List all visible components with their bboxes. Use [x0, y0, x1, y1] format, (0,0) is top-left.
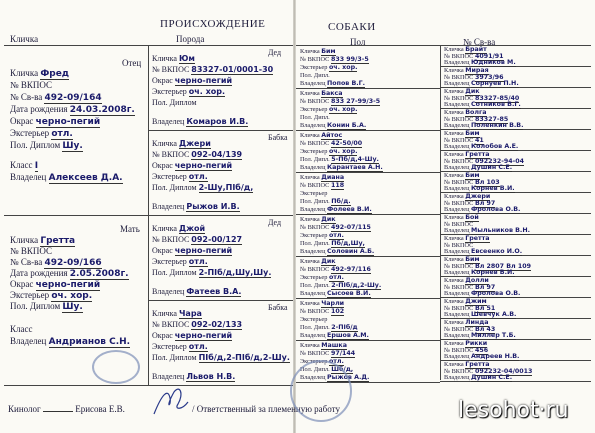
ggp-exterior-label: Экстерьер: [300, 64, 328, 71]
ggp-diploma-label: Пол. Дипл.: [300, 240, 330, 247]
ggp-vkpos: 102: [330, 308, 345, 315]
ggp-right-name: Линда: [465, 319, 489, 326]
grandparent-exterior: отл.: [188, 342, 208, 351]
ggp-right-owner: Корнев В.И.: [471, 269, 515, 276]
ggp-exterior-label: Экстерьер: [300, 148, 328, 155]
ggp-right-owner-label: Владелец: [444, 143, 470, 150]
ggp-right-vkpos: 41: [474, 136, 484, 144]
ggp-owner-label: Владелец: [300, 122, 326, 129]
grandparent-vkpos: 83327-01/0001-30: [191, 65, 274, 74]
ggp-owner-label: Владелец: [300, 374, 326, 381]
ggp-right-name-label: Кличка: [444, 67, 464, 74]
ggp-vkpos-label: № ВКПОС: [300, 266, 330, 273]
ggp-owner: Попов В.Г.: [327, 80, 366, 87]
ggp-vkpos-label: № ВКПОС: [300, 98, 330, 105]
ggp-vkpos: 833 27-99/3-5: [330, 98, 381, 105]
sire-owner-label: Владелец: [10, 172, 47, 182]
ggp-right-owner: Фролова О.В.: [471, 290, 521, 297]
dam-name: Гретта: [40, 236, 76, 246]
ggp-right-vkpos: 092232-04/0013: [474, 367, 533, 375]
ggp-right-owner-label: Владелец: [444, 101, 470, 108]
ggp-owner-label: Владелец: [300, 206, 326, 213]
grandparent-vkpos: 092-04/139: [191, 150, 243, 159]
grandparent-owner: Львов Н.В.: [186, 372, 236, 381]
ggp-right-vkpos: 83327-85/40: [474, 94, 520, 102]
ggp-right-vkpos-label: № ВКПОС: [444, 52, 474, 60]
ggp-right-vkpos: Вл 43: [474, 325, 496, 333]
ggp-exterior-label: Экстерьер: [300, 274, 328, 281]
ggp-right-vkpos: Вл 97: [474, 199, 496, 207]
ggp-right-name: Бим: [465, 256, 480, 263]
sire-exterior: отл.: [51, 129, 73, 139]
ggp-right-vkpos-label: № ВКПОС: [444, 136, 474, 144]
ggp-right-vkpos: Вл 97: [474, 283, 496, 291]
ggp-right-name: Джим: [465, 298, 487, 305]
ggp-right-name-label: Кличка: [444, 109, 464, 116]
ggp-name: Дик: [321, 258, 336, 265]
kinolog-label: Кинолог: [8, 404, 41, 414]
ggp-right-vkpos-label: № ВКПОС: [444, 283, 474, 291]
dam-cert-label: № Св-ва: [10, 257, 43, 267]
ggp-right-owner: Душин С.Е.: [471, 164, 513, 171]
ggp-vkpos-label: № ВКПОС: [300, 224, 330, 231]
grandparent-exterior-label: Экстерьер: [152, 172, 187, 181]
ggp-right-name-label: Кличка: [444, 277, 464, 284]
ggp-right-name-label: Кличка: [444, 235, 464, 242]
ggp-owner-label: Владелец: [300, 332, 326, 339]
grandparent-diploma: 2-Шу,ПIб/д,: [198, 183, 254, 192]
ggp-right-owner: Миллер Т.Б.: [471, 332, 516, 339]
grandparent-color-label: Окрас: [152, 76, 173, 85]
dam-class-label: Класс: [10, 324, 33, 334]
grandparent-vkpos-label: № ВКПОС: [152, 320, 190, 329]
col-bitch: Кличка: [10, 34, 39, 44]
grandparent-vkpos: 092-02/133: [191, 320, 243, 329]
grandparent-role: Дед: [268, 48, 282, 57]
grandparent-owner: Комаров И.В.: [186, 117, 249, 126]
grandparent-name-label: Кличка: [152, 139, 177, 148]
ggp-right-name-label: Кличка: [444, 172, 464, 179]
sire-dob-label: Дата рождения: [10, 104, 68, 114]
ggp-diploma: Пб/д.: [331, 198, 351, 205]
dam-name-label: Кличка: [10, 235, 39, 245]
grandparent-color: черно-пегий: [174, 76, 233, 85]
ggp-vkpos: 42-50/00: [330, 140, 363, 147]
grandparent-owner: Фатеев В.А.: [186, 287, 242, 296]
ggp-right-owner: Юдников М.: [471, 59, 516, 66]
dam-exterior-label: Экстерьер: [10, 290, 50, 300]
ggp-owner: Ершов А.М.: [327, 332, 369, 339]
grandparent-color: черно-пегий: [174, 246, 233, 255]
ggp-owner: Рыжов А.Д.: [327, 374, 370, 381]
ggp-right-name-label: Кличка: [444, 340, 464, 347]
ggp-diploma-label: Пол. Дипл.: [300, 282, 330, 289]
ggp-owner-label: Владелец: [300, 164, 326, 171]
grandparent-exterior-label: Экстерьер: [152, 257, 187, 266]
ggp-right-name: Гретта: [465, 235, 490, 242]
sire-dob: 24.03.2008г.: [69, 105, 135, 115]
ggp-vkpos-label: № ВКПОС: [300, 308, 330, 315]
ggp-right-vkpos: 3973/96: [474, 73, 504, 81]
dam-color-label: Окрас: [10, 279, 34, 289]
grandparent-diploma: 2-ПIб/д,Шу,Шу.: [198, 268, 272, 277]
ggp-exterior: отл.: [328, 274, 344, 281]
grandparent-exterior: отл.: [188, 257, 208, 266]
ggp-right-name: Волга: [465, 109, 487, 116]
ggp-name: Дик: [321, 216, 336, 223]
ggp-right-name: Бой: [465, 214, 479, 221]
ggp-name-label: Кличка: [300, 258, 320, 265]
ggp-right-owner: Шевчук А.В.: [471, 311, 517, 318]
ggp-owner: Карантаев А.Н.: [327, 164, 383, 171]
grandparent-vkpos-label: № ВКПОС: [152, 150, 190, 159]
ggp-right-name-label: Кличка: [444, 193, 464, 200]
grandparent-role: Бабка: [268, 303, 288, 312]
ggp-right-name: Гретта: [465, 361, 490, 368]
sire-name: Фред: [40, 69, 70, 79]
grandparent-color-label: Окрас: [152, 331, 173, 340]
ggp-diploma-label: Пол. Дипл.: [300, 156, 330, 163]
ggp-right-vkpos-label: № ВКПОС: [444, 220, 474, 228]
grandparent-owner-label: Владелец: [152, 202, 185, 211]
watermark: lesohot·ru: [458, 398, 569, 423]
ggp-right-owner-label: Владелец: [444, 185, 470, 192]
sire-exterior-label: Экстерьер: [10, 128, 50, 138]
grandparent-vkpos: 092-00/127: [191, 235, 243, 244]
ggp-right-owner: Поленкин В.В.: [471, 122, 524, 129]
ggp-right-name: Долли: [465, 277, 489, 284]
ggp-right-name-label: Кличка: [444, 130, 464, 137]
dam-dob: 2.05.2008г.: [69, 269, 129, 279]
grandparent-name-label: Кличка: [152, 54, 177, 63]
sire-class-label: Класс: [10, 160, 33, 170]
dam-exterior: оч. хор.: [51, 291, 93, 301]
ggp-right-name: Бим: [465, 172, 480, 179]
page-spine: [293, 0, 296, 433]
ggp-vkpos: 118: [330, 182, 345, 189]
header-dog: СОБАКИ: [328, 21, 376, 33]
ggp-name: Диана: [321, 174, 345, 181]
grandparent-exterior: отл.: [188, 172, 208, 181]
sire-vkpos-label: № ВКПОС: [10, 80, 52, 90]
ggp-right-owner-label: Владелец: [444, 269, 470, 276]
ggp-right-vkpos-label: № ВКПОС: [444, 262, 474, 270]
ggp-diploma-label: Пол. Дипл.: [300, 72, 330, 79]
ggp-right-name-label: Кличка: [444, 298, 464, 305]
ggp-right-vkpos-label: № ВКПОС: [444, 157, 474, 165]
ggp-right-vkpos-label: № ВКПОС: [444, 73, 474, 81]
dam-owner-label: Владелец: [10, 336, 47, 346]
ggp-right-owner: Фролова О.В.: [471, 206, 521, 213]
dam-owner: Андрианов С.Н.: [48, 337, 131, 347]
grandparent-diploma-label: Пол. Диплом: [152, 183, 197, 192]
grandparent-role: Бабка: [268, 133, 288, 142]
ggp-diploma: 2-ПIб/д,2-Шу.: [331, 282, 382, 289]
grandparent-owner-label: Владелец: [152, 287, 185, 296]
ggp-owner-label: Владелец: [300, 80, 326, 87]
ggp-right-vkpos-label: № ВКПОС: [444, 94, 474, 102]
ggp-right-owner: Душин С.Е.: [471, 374, 513, 381]
ggp-exterior: оч. хор.: [328, 106, 358, 113]
ggp-right-owner-label: Владелец: [444, 80, 470, 87]
ggp-right-owner: Корнев В.И.: [471, 185, 515, 192]
ggp-right-owner-label: Владелец: [444, 311, 470, 318]
ggp-name-label: Кличка: [300, 174, 320, 181]
grandparent-exterior-label: Экстерьер: [152, 342, 187, 351]
grandparent-role: Дед: [268, 218, 282, 227]
ggp-right-vkpos: Вл 2807 Вл 109: [474, 262, 532, 270]
ggp-exterior-label: Экстерьер: [300, 106, 328, 113]
grandparent-diploma-label: Пол. Диплом: [152, 268, 197, 277]
ggp-right-name-label: Кличка: [444, 46, 464, 53]
sire-role: Отец: [122, 58, 142, 68]
ggp-diploma: Пб/д,Шу,: [331, 240, 365, 247]
ggp-owner: Соловин А.Б.: [327, 248, 375, 255]
dam-vkpos-label: № ВКПОС: [10, 246, 52, 256]
ggp-name: Чарли: [321, 300, 345, 307]
ggp-right-vkpos-label: № ВКПОС: [444, 178, 474, 186]
ggp-right-name: Бим: [465, 130, 480, 137]
ggp-right-vkpos: 456: [474, 346, 489, 354]
ggp-diploma: 2-ПIб/д: [331, 324, 358, 331]
grandparent-owner-label: Владелец: [152, 117, 185, 126]
grandparent-diploma-label: Пол. Диплом: [152, 98, 197, 107]
grandparent-diploma-label: Пол. Диплом: [152, 353, 197, 362]
dam-stamp: [92, 350, 140, 384]
ggp-exterior: отл.: [328, 358, 344, 365]
ggp-right-owner-label: Владелец: [444, 248, 470, 255]
grandparent-vkpos-label: № ВКПОС: [152, 65, 190, 74]
sire-cert-label: № Св-ва: [10, 92, 43, 102]
grandparent-vkpos-label: № ВКПОС: [152, 235, 190, 244]
ggp-right-vkpos-label: № ВКПОС: [444, 367, 474, 375]
ggp-name-label: Кличка: [300, 342, 320, 349]
ggp-diploma: Шб/д,: [331, 366, 354, 373]
ggp-name: Айтос: [321, 132, 343, 139]
ggp-right-name: Мирая: [465, 67, 489, 74]
ggp-vkpos-label: № ВКПОС: [300, 350, 330, 357]
grandparent-color-label: Окрас: [152, 161, 173, 170]
ggp-right-name: Брайт: [465, 46, 487, 53]
col-cert: № Св-ва: [463, 37, 496, 47]
ggp-exterior-label: Экстерьер: [300, 316, 328, 323]
ggp-right-vkpos: 092232-94-04: [474, 157, 524, 165]
ggp-owner-label: Владелец: [300, 248, 326, 255]
sire-color-label: Окрас: [10, 116, 34, 126]
grandparent-color-label: Окрас: [152, 246, 173, 255]
grandparent-name-label: Кличка: [152, 309, 177, 318]
ggp-name: Бакса: [321, 90, 343, 97]
col-sex: Пол: [350, 37, 366, 47]
ggp-diploma-label: Пол. Дипл.: [300, 114, 330, 121]
ggp-right-owner: Сотников В.Г.: [471, 101, 521, 108]
col-breed: Порода: [176, 34, 205, 44]
ggp-right-owner-label: Владелец: [444, 122, 470, 129]
ggp-name-label: Кличка: [300, 300, 320, 307]
ggp-exterior-label: Экстерьер: [300, 190, 328, 197]
ggp-right-vkpos: Вл 51: [474, 304, 496, 312]
ggp-right-vkpos-label: № ВКПОС: [444, 115, 474, 123]
ggp-name-label: Кличка: [300, 132, 320, 139]
ggp-right-vkpos: Вл 103: [474, 178, 500, 186]
grandparent-name: Джой: [178, 224, 206, 233]
grandparent-name: Чара: [178, 309, 202, 318]
ggp-right-owner-label: Владелец: [444, 206, 470, 213]
ggp-right-name-label: Кличка: [444, 88, 464, 95]
ggp-right-owner-label: Владелец: [444, 374, 470, 381]
ggp-right-owner: Сорнуев П.Н.: [471, 80, 519, 87]
ggp-right-owner: Андреев Н.В.: [471, 353, 520, 360]
sire-color: черно-пегий: [35, 117, 101, 127]
dam-diploma: Шу.: [62, 302, 83, 312]
responsible-label: / Ответственный за племенную работу: [192, 404, 340, 414]
ggp-right-vkpos: 4091/91: [474, 52, 504, 60]
ggp-right-owner: Мыльников В.Н.: [471, 227, 530, 234]
dam-diploma-label: Пол. Диплом: [10, 301, 61, 311]
ggp-right-vkpos-label: № ВКПОС: [444, 199, 474, 207]
ggp-vkpos: 492-97/116: [330, 266, 371, 273]
sire-diploma: Шу.: [62, 141, 83, 151]
ggp-exterior-label: Экстерьер: [300, 232, 328, 239]
kinolog-name: Ерисова Е.В.: [75, 404, 125, 414]
grandparent-owner-label: Владелец: [152, 372, 185, 381]
ggp-diploma-label: Пол. Дипл.: [300, 324, 330, 331]
ggp-right-owner-label: Владелец: [444, 164, 470, 171]
ggp-owner-label: Владелец: [300, 290, 326, 297]
ggp-name-label: Кличка: [300, 48, 320, 55]
ggp-right-owner-label: Владелец: [444, 290, 470, 297]
grandparent-exterior: оч. хор.: [188, 87, 225, 96]
grandparent-color: черно-пегий: [174, 331, 233, 340]
club-stamp: [290, 360, 352, 422]
grandparent-exterior-label: Экстерьер: [152, 87, 187, 96]
ggp-exterior: оч. хор.: [328, 64, 358, 71]
ggp-right-name-label: Кличка: [444, 214, 464, 221]
ggp-right-owner-label: Владелец: [444, 227, 470, 234]
sire-cert: 492-09/164: [44, 93, 102, 103]
ggp-vkpos: 492-07/115: [330, 224, 371, 231]
ggp-vkpos-label: № ВКПОС: [300, 182, 330, 189]
ggp-right-name: Гретта: [465, 151, 490, 158]
ggp-diploma-label: Пол. Дипл.: [300, 366, 330, 373]
grandparent-owner: Рыжов И.В.: [186, 202, 240, 211]
ggp-vkpos: 97/144: [330, 350, 356, 357]
ggp-right-name: Рикки: [465, 340, 488, 347]
ggp-right-vkpos-label: № ВКПОС: [444, 241, 474, 249]
sire-owner: Алексеев Д.А.: [48, 173, 123, 183]
ggp-exterior: оч. хор.: [328, 148, 358, 155]
grandparent-diploma: ПIб/д,2-ПIб/д,2-Шу.: [198, 353, 290, 362]
header-origin: ПРОИСХОЖДЕНИЕ: [160, 18, 266, 30]
ggp-owner: Сысоев В.И.: [327, 290, 371, 297]
ggp-name-label: Кличка: [300, 216, 320, 223]
ggp-owner: Фолеев В.И.: [327, 206, 372, 213]
ggp-right-vkpos-label: № ВКПОС: [444, 325, 474, 333]
ggp-right-name-label: Кличка: [444, 256, 464, 263]
ggp-vkpos-label: № ВКПОС: [300, 140, 330, 147]
ggp-diploma: 5-Пб/д,4-Шу.: [331, 156, 379, 163]
grandparent-name: Юм: [178, 54, 195, 63]
ggp-right-name-label: Кличка: [444, 319, 464, 326]
grandparent-color: черно-пегий: [174, 161, 233, 170]
ggp-right-vkpos-label: № ВКПОС: [444, 346, 474, 354]
grandparent-name-label: Кличка: [152, 224, 177, 233]
sire-name-label: Кличка: [10, 68, 39, 78]
ggp-exterior-label: Экстерьер: [300, 358, 328, 365]
grandparent-name: Джери: [178, 139, 211, 148]
ggp-right-owner-label: Владелец: [444, 353, 470, 360]
ggp-right-vkpos-label: № ВКПОС: [444, 304, 474, 312]
ggp-diploma-label: Пол. Дипл.: [300, 198, 330, 205]
kinolog-signature: [150, 384, 190, 418]
dam-dob-label: Дата рождения: [10, 268, 68, 278]
ggp-right-name-label: Кличка: [444, 361, 464, 368]
ggp-right-owner: Колобов А.Е.: [471, 143, 519, 150]
ggp-right-name-label: Кличка: [444, 151, 464, 158]
ggp-right-owner: Евсеенко И.О.: [471, 248, 523, 255]
sire-class: I: [34, 161, 39, 171]
dam-cert: 492-09/166: [44, 258, 102, 268]
dam-role: Мать: [120, 224, 140, 234]
ggp-vkpos-label: № ВКПОС: [300, 56, 330, 63]
dam-color: черно-пегий: [35, 280, 101, 290]
ggp-right-owner-label: Владелец: [444, 332, 470, 339]
ggp-exterior: отл.: [328, 232, 344, 239]
ggp-right-name: Дик: [465, 88, 480, 95]
ggp-name: Машка: [321, 342, 347, 349]
ggp-name-label: Кличка: [300, 90, 320, 97]
sire-diploma-label: Пол. Диплом: [10, 140, 61, 150]
ggp-vkpos: 833 99/3-5: [330, 56, 369, 63]
ggp-name: Бим: [321, 48, 336, 55]
ggp-right-vkpos: 83327-85: [474, 115, 509, 123]
ggp-right-owner-label: Владелец: [444, 59, 470, 66]
ggp-right-name: Джери: [465, 193, 491, 200]
ggp-owner: Конин Б.А.: [327, 122, 367, 129]
